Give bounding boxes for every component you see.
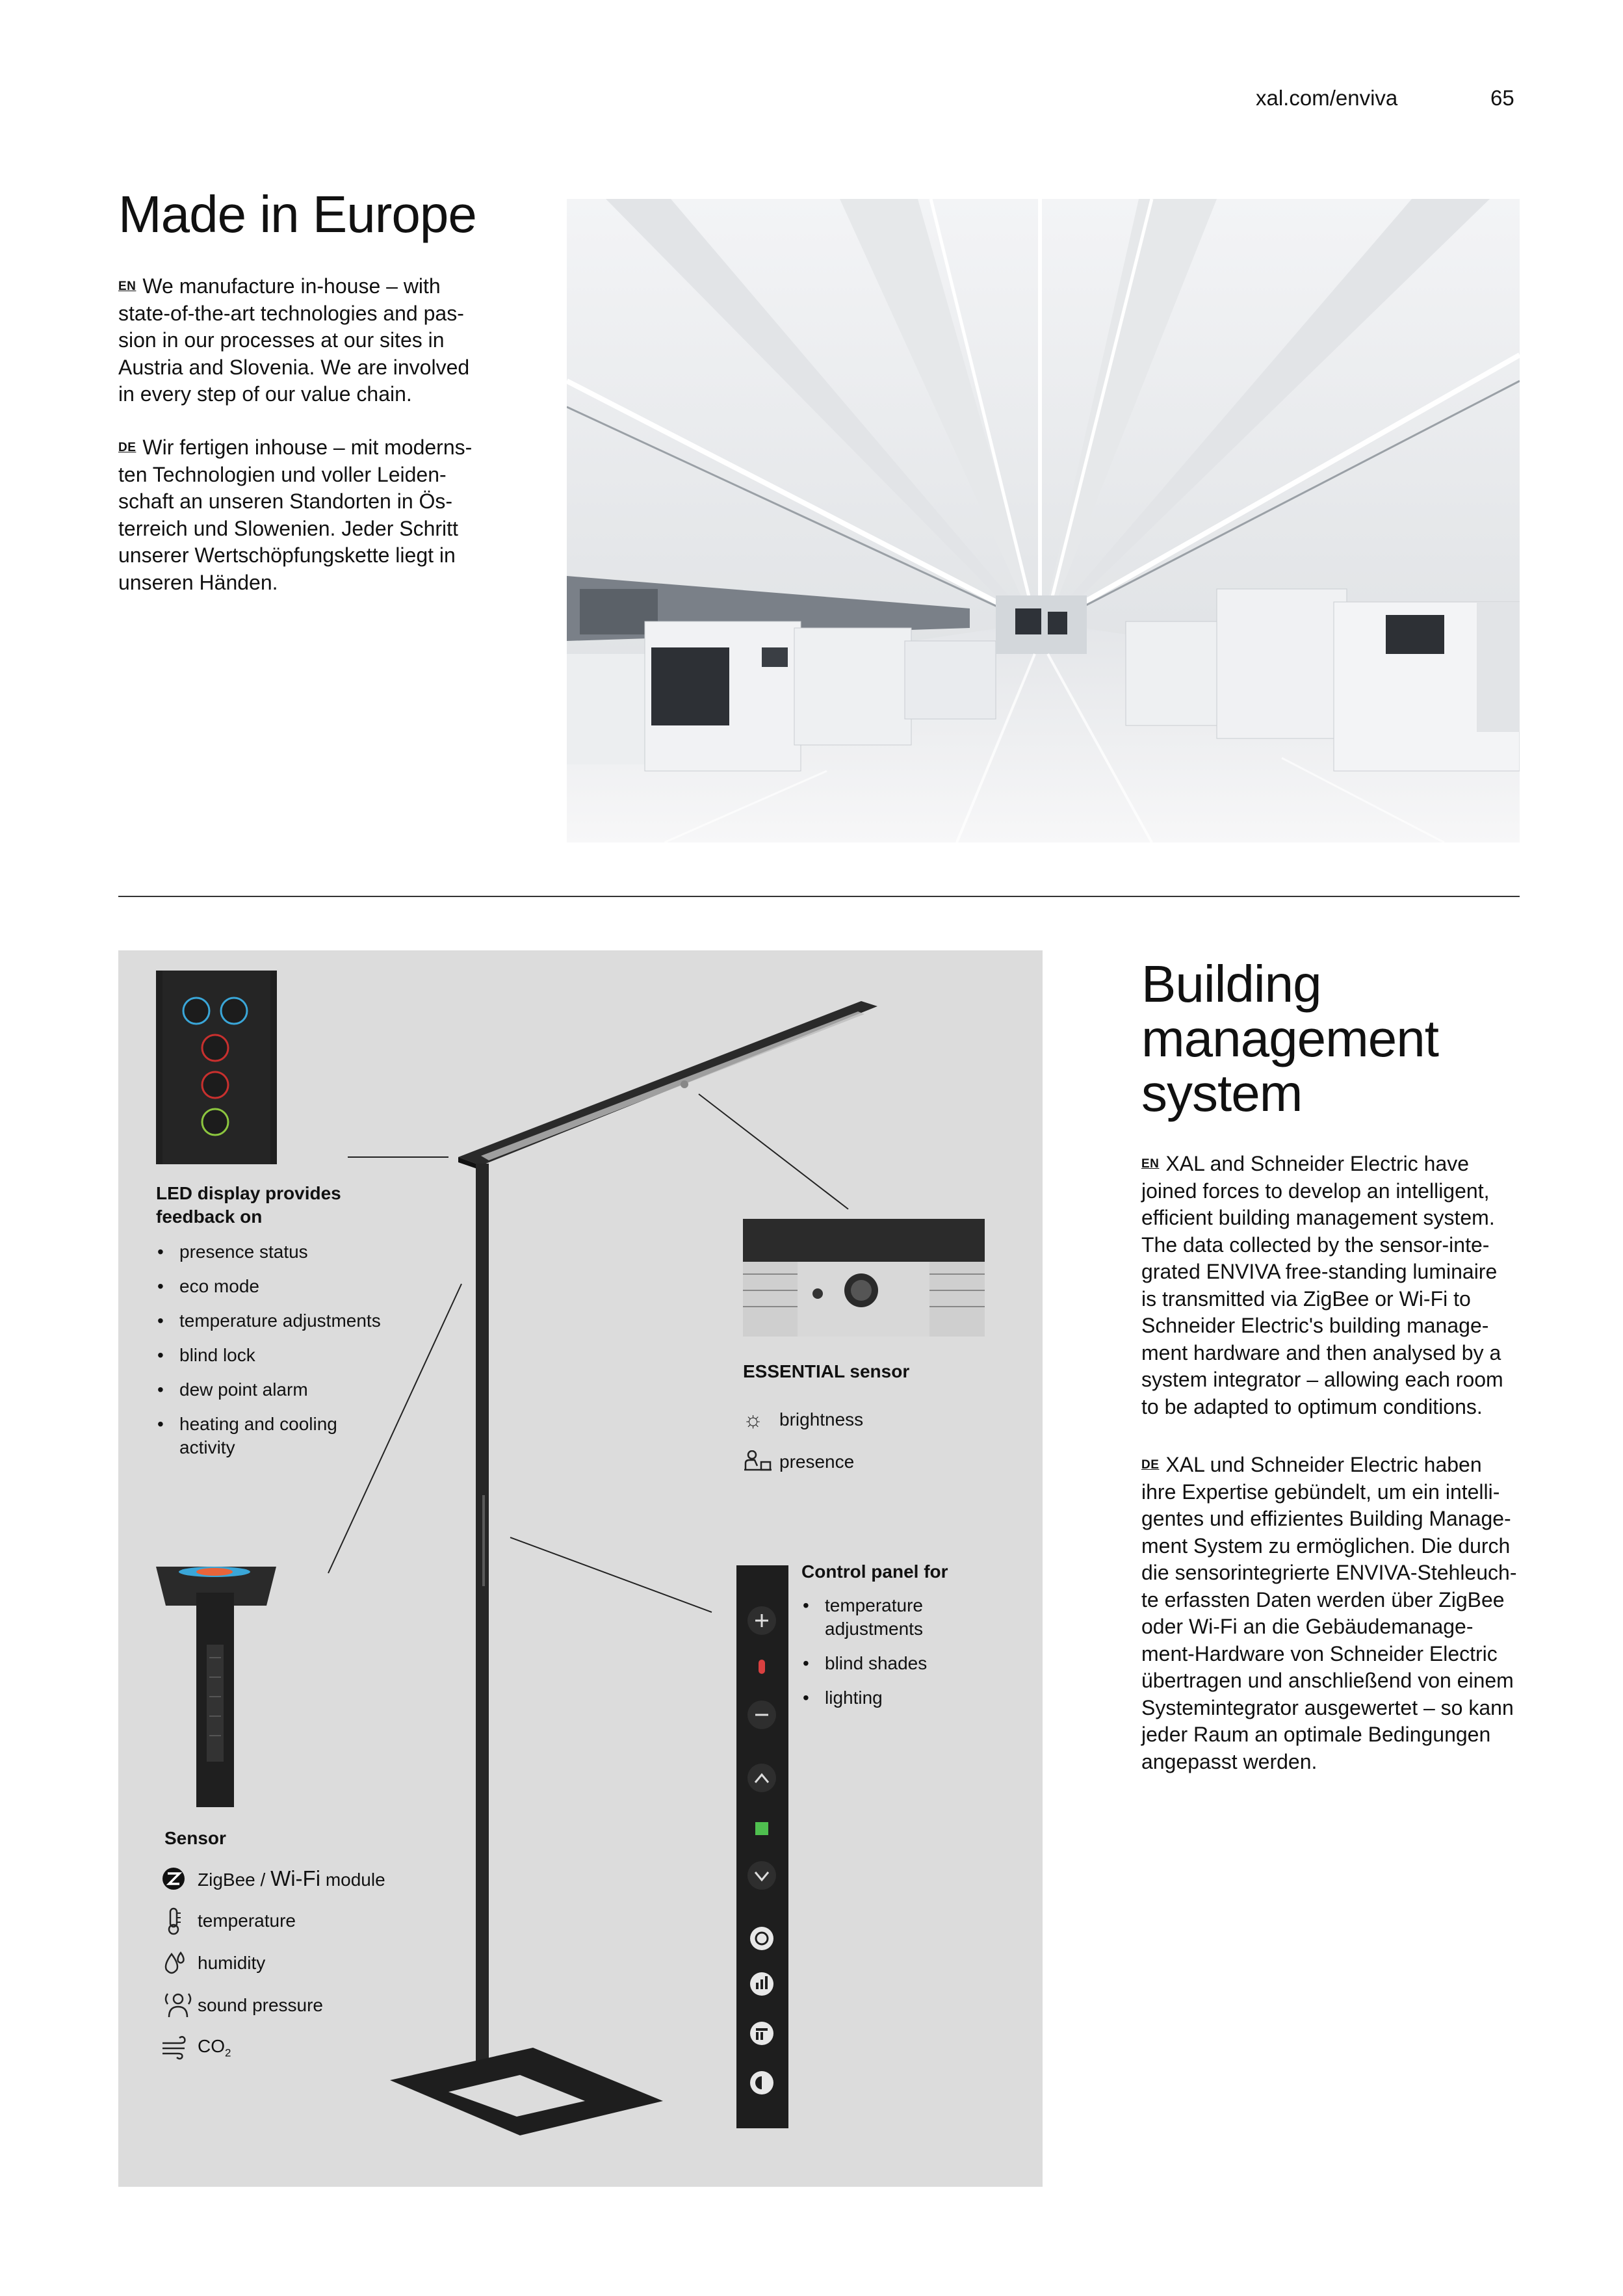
led-display-callout — [156, 1182, 455, 1470]
list-item: $CO_2$ — [161, 2032, 385, 2063]
sensor-heading: Sensor — [164, 1828, 226, 1848]
list-item: • temperature adjustments — [801, 1594, 1035, 1641]
zigbee-icon — [161, 1863, 198, 1894]
list-item: ☼ brightness — [743, 1404, 863, 1435]
humidity-drops-icon — [161, 1948, 198, 1979]
list-item: ZigBee / Wi-Fi module — [161, 1863, 385, 1894]
led-temperature-icon — [202, 1035, 228, 1061]
essential-sensor-list — [743, 1404, 863, 1489]
en-language-tag: EN — [1141, 1157, 1160, 1171]
de-language-tag: DE — [118, 441, 136, 454]
essential-sensor-heading: ESSENTIAL sensor — [743, 1361, 910, 1381]
page-number: 65 — [1490, 86, 1514, 110]
person-at-desk-icon — [743, 1446, 779, 1478]
website-url[interactable]: xal.com/enviva — [1256, 86, 1398, 110]
list-item: • dew point alarm — [156, 1378, 455, 1402]
made-in-europe-de-text: DE Wir fertigen inhouse – mit moderns- ten Technologien und voller Leiden- schaft an unseren Standorten in Ös- terreich und Slowenien. Jeder Schritt unserer Wertschöpfungskette liegt in unseren Händen. — [118, 436, 473, 594]
co2-wind-icon — [161, 2032, 198, 2063]
control-panel-callout — [801, 1560, 1035, 1721]
bms-en-text: EN XAL and Schneider Electric have joined forces to develop an intelligent, efficient building management system. The data collected by the sensor-inte- grated ENVIVA free-standing luminaire is transmitted via ZigBee or Wi-Fi to Schneider Electric's building manage- ment hardware and then analysed by a system integrator – allowing each room to be adapted to optimum conditions. — [1141, 1152, 1503, 1418]
led-display-list — [156, 1240, 455, 1459]
list-item: • heating and cooling activity — [156, 1413, 455, 1459]
bms-title: Building management system — [1141, 955, 1438, 1122]
list-item: humidity — [161, 1948, 385, 1979]
led-presence-icon — [183, 998, 209, 1024]
thermometer-icon — [161, 1905, 198, 1937]
control-panel-heading: Control panel for — [801, 1561, 948, 1582]
de-language-tag: DE — [1141, 1458, 1160, 1472]
control-panel-strip — [736, 1565, 788, 2128]
list-item: • lighting — [801, 1686, 1035, 1710]
led-heating-cooling-icon — [202, 1109, 228, 1135]
list-item: temperature — [161, 1905, 385, 1937]
list-item: • blind lock — [156, 1344, 455, 1367]
led-blind-lock-icon — [202, 1072, 228, 1098]
made-in-europe-en-text: EN We manufacture in-house – with state-of-the-art technologies and pas- sion in our processes at our sites in Austria and Slovenia. We are involved in every step of our value chain. — [118, 274, 470, 406]
bms-de-text: DE XAL und Schneider Electric haben ihre Expertise gebündelt, um ein intelli- gentes und effizientes Building Manage- ment System zu ermöglichen. Die durch die sensorintegrierte ENVIVA-Stehleuch- te erfassten Daten werden über ZigBee oder Wi-Fi an die Gebäudemanage- ment-Hardware von Schneider Electric übertragen und anschließend von einem Systemintegrator ausgewertet – so kann jeder Raum an optimale Bedingungen angepasst werden. — [1141, 1453, 1517, 1773]
list-item: • temperature adjustments — [156, 1309, 455, 1333]
sensor-list — [161, 1863, 385, 2074]
list-item: presence — [743, 1446, 863, 1478]
en-language-tag: EN — [118, 280, 136, 293]
led-display-heading: LED display provides feedback on — [156, 1183, 341, 1227]
sound-pressure-icon — [161, 1990, 198, 2021]
led-eco-icon — [221, 998, 247, 1024]
essential-sensor-detail — [743, 1219, 985, 1337]
control-panel-list — [801, 1594, 1035, 1710]
sensor-head-detail — [156, 1567, 276, 1807]
list-item: • presence status — [156, 1240, 455, 1264]
sun-icon: ☼ — [743, 1407, 764, 1432]
list-item: • eco mode — [156, 1275, 455, 1298]
list-item: sound pressure — [161, 1990, 385, 2021]
made-in-europe-title: Made in Europe — [118, 185, 476, 243]
list-item: • blind shades — [801, 1652, 1035, 1675]
led-display-unit — [156, 971, 277, 1164]
